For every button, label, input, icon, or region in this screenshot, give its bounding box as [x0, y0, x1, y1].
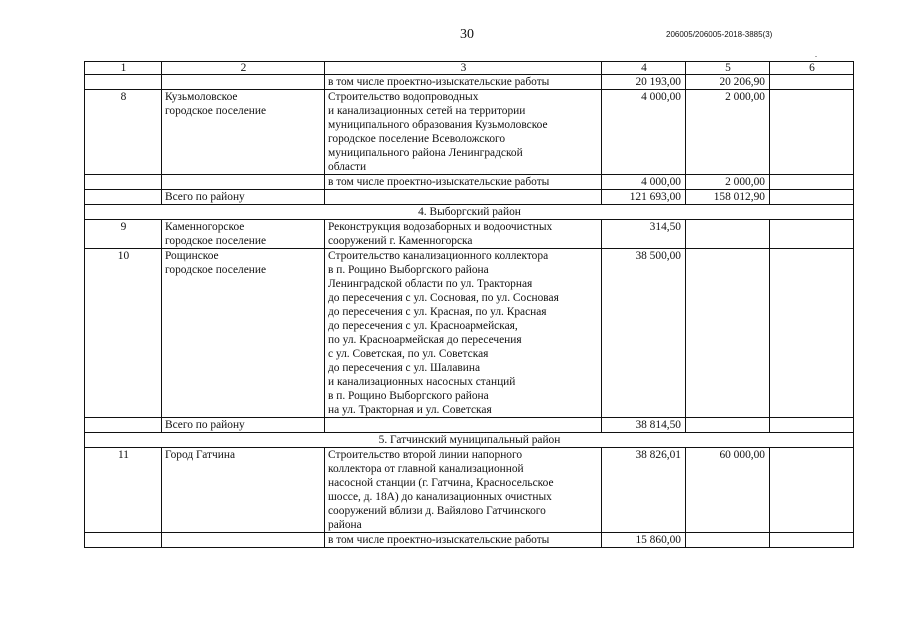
amount-cell: 38 500,00 [602, 249, 686, 418]
amount-cell: 20 206,90 [686, 75, 770, 90]
row-number: 11 [85, 448, 162, 533]
budget-table [84, 61, 854, 548]
amount-cell: 38 826,01 [602, 448, 686, 533]
amount-cell: 38 814,50 [602, 418, 686, 433]
column-header: 6 [770, 62, 854, 75]
amount-cell: 158 012,90 [686, 190, 770, 205]
table-row [85, 220, 854, 249]
amount-cell: 2 000,00 [686, 90, 770, 175]
margin-mark: . [815, 50, 817, 59]
municipality-name: Кузьмоловское городское поселение [162, 90, 325, 175]
column-number-row [85, 62, 854, 75]
amount-cell: 4 000,00 [602, 175, 686, 190]
amount-cell: 15 860,00 [602, 533, 686, 548]
total-row [85, 418, 854, 433]
section-row [85, 205, 854, 220]
row-number: 8 [85, 90, 162, 175]
amount-cell: 4 000,00 [602, 90, 686, 175]
column-header: 2 [162, 62, 325, 75]
section-title: 5. Гатчинский муниципальный район [85, 433, 854, 448]
total-row [85, 190, 854, 205]
amount-cell: 314,50 [602, 220, 686, 249]
project-description: в том числе проектно-изыскательские работы [325, 533, 602, 548]
table-row [85, 175, 854, 190]
project-description: в том числе проектно-изыскательские работы [325, 75, 602, 90]
project-description: Реконструкция водозаборных и водоочистных сооружений г. Каменногорска [325, 220, 602, 249]
amount-cell: 2 000,00 [686, 175, 770, 190]
amount-cell: 60 000,00 [686, 448, 770, 533]
column-header: 1 [85, 62, 162, 75]
table-row [85, 90, 854, 175]
section-title: 4. Выборгский район [85, 205, 854, 220]
amount-cell: 121 693,00 [602, 190, 686, 205]
project-description: Строительство канализационного коллектора в п. Рощино Выборгского района Ленинградской области по ул. Тракторная до пересечения с ул. Сосновая, по ул. Сосновая до пересечения с ул. Красная, по ул. Красная до пересечения с ул. Красноармейская, по ул. Красноармейская до пересечения с ул. Советская, по ул. Советская до пересечения с ул. Шалавина и канализационных насосных станций в п. Рощино Выборгского района на ул. Тракторная и ул. Советская [325, 249, 602, 418]
project-description: Строительство водопроводных и канализационных сетей на территории муниципального образования Кузьмоловское городское поселение Всеволожского муниципального района Ленинградской области [325, 90, 602, 175]
section-row [85, 433, 854, 448]
document-id: 206005/206005-2018-3885(3) [666, 30, 773, 39]
municipality-name: Рощинское городское поселение [162, 249, 325, 418]
row-number: 9 [85, 220, 162, 249]
total-label: Всего по району [162, 418, 325, 433]
row-number: 10 [85, 249, 162, 418]
total-label: Всего по району [162, 190, 325, 205]
page-number: 30 [460, 27, 474, 42]
column-header: 4 [602, 62, 686, 75]
municipality-name: Город Гатчина [162, 448, 325, 533]
column-header: 5 [686, 62, 770, 75]
table-row [85, 448, 854, 533]
table-row [85, 75, 854, 90]
municipality-name: Каменногорское городское поселение [162, 220, 325, 249]
column-header: 3 [325, 62, 602, 75]
table-row [85, 533, 854, 548]
table-row [85, 249, 854, 418]
project-description: Строительство второй линии напорного коллектора от главной канализационной насосной станции (г. Гатчина, Красносельское шоссе, д. 18А) до канализационных очистных сооружений вблизи д. Вайялово Гатчинского района [325, 448, 602, 533]
amount-cell: 20 193,00 [602, 75, 686, 90]
project-description: в том числе проектно-изыскательские работы [325, 175, 602, 190]
